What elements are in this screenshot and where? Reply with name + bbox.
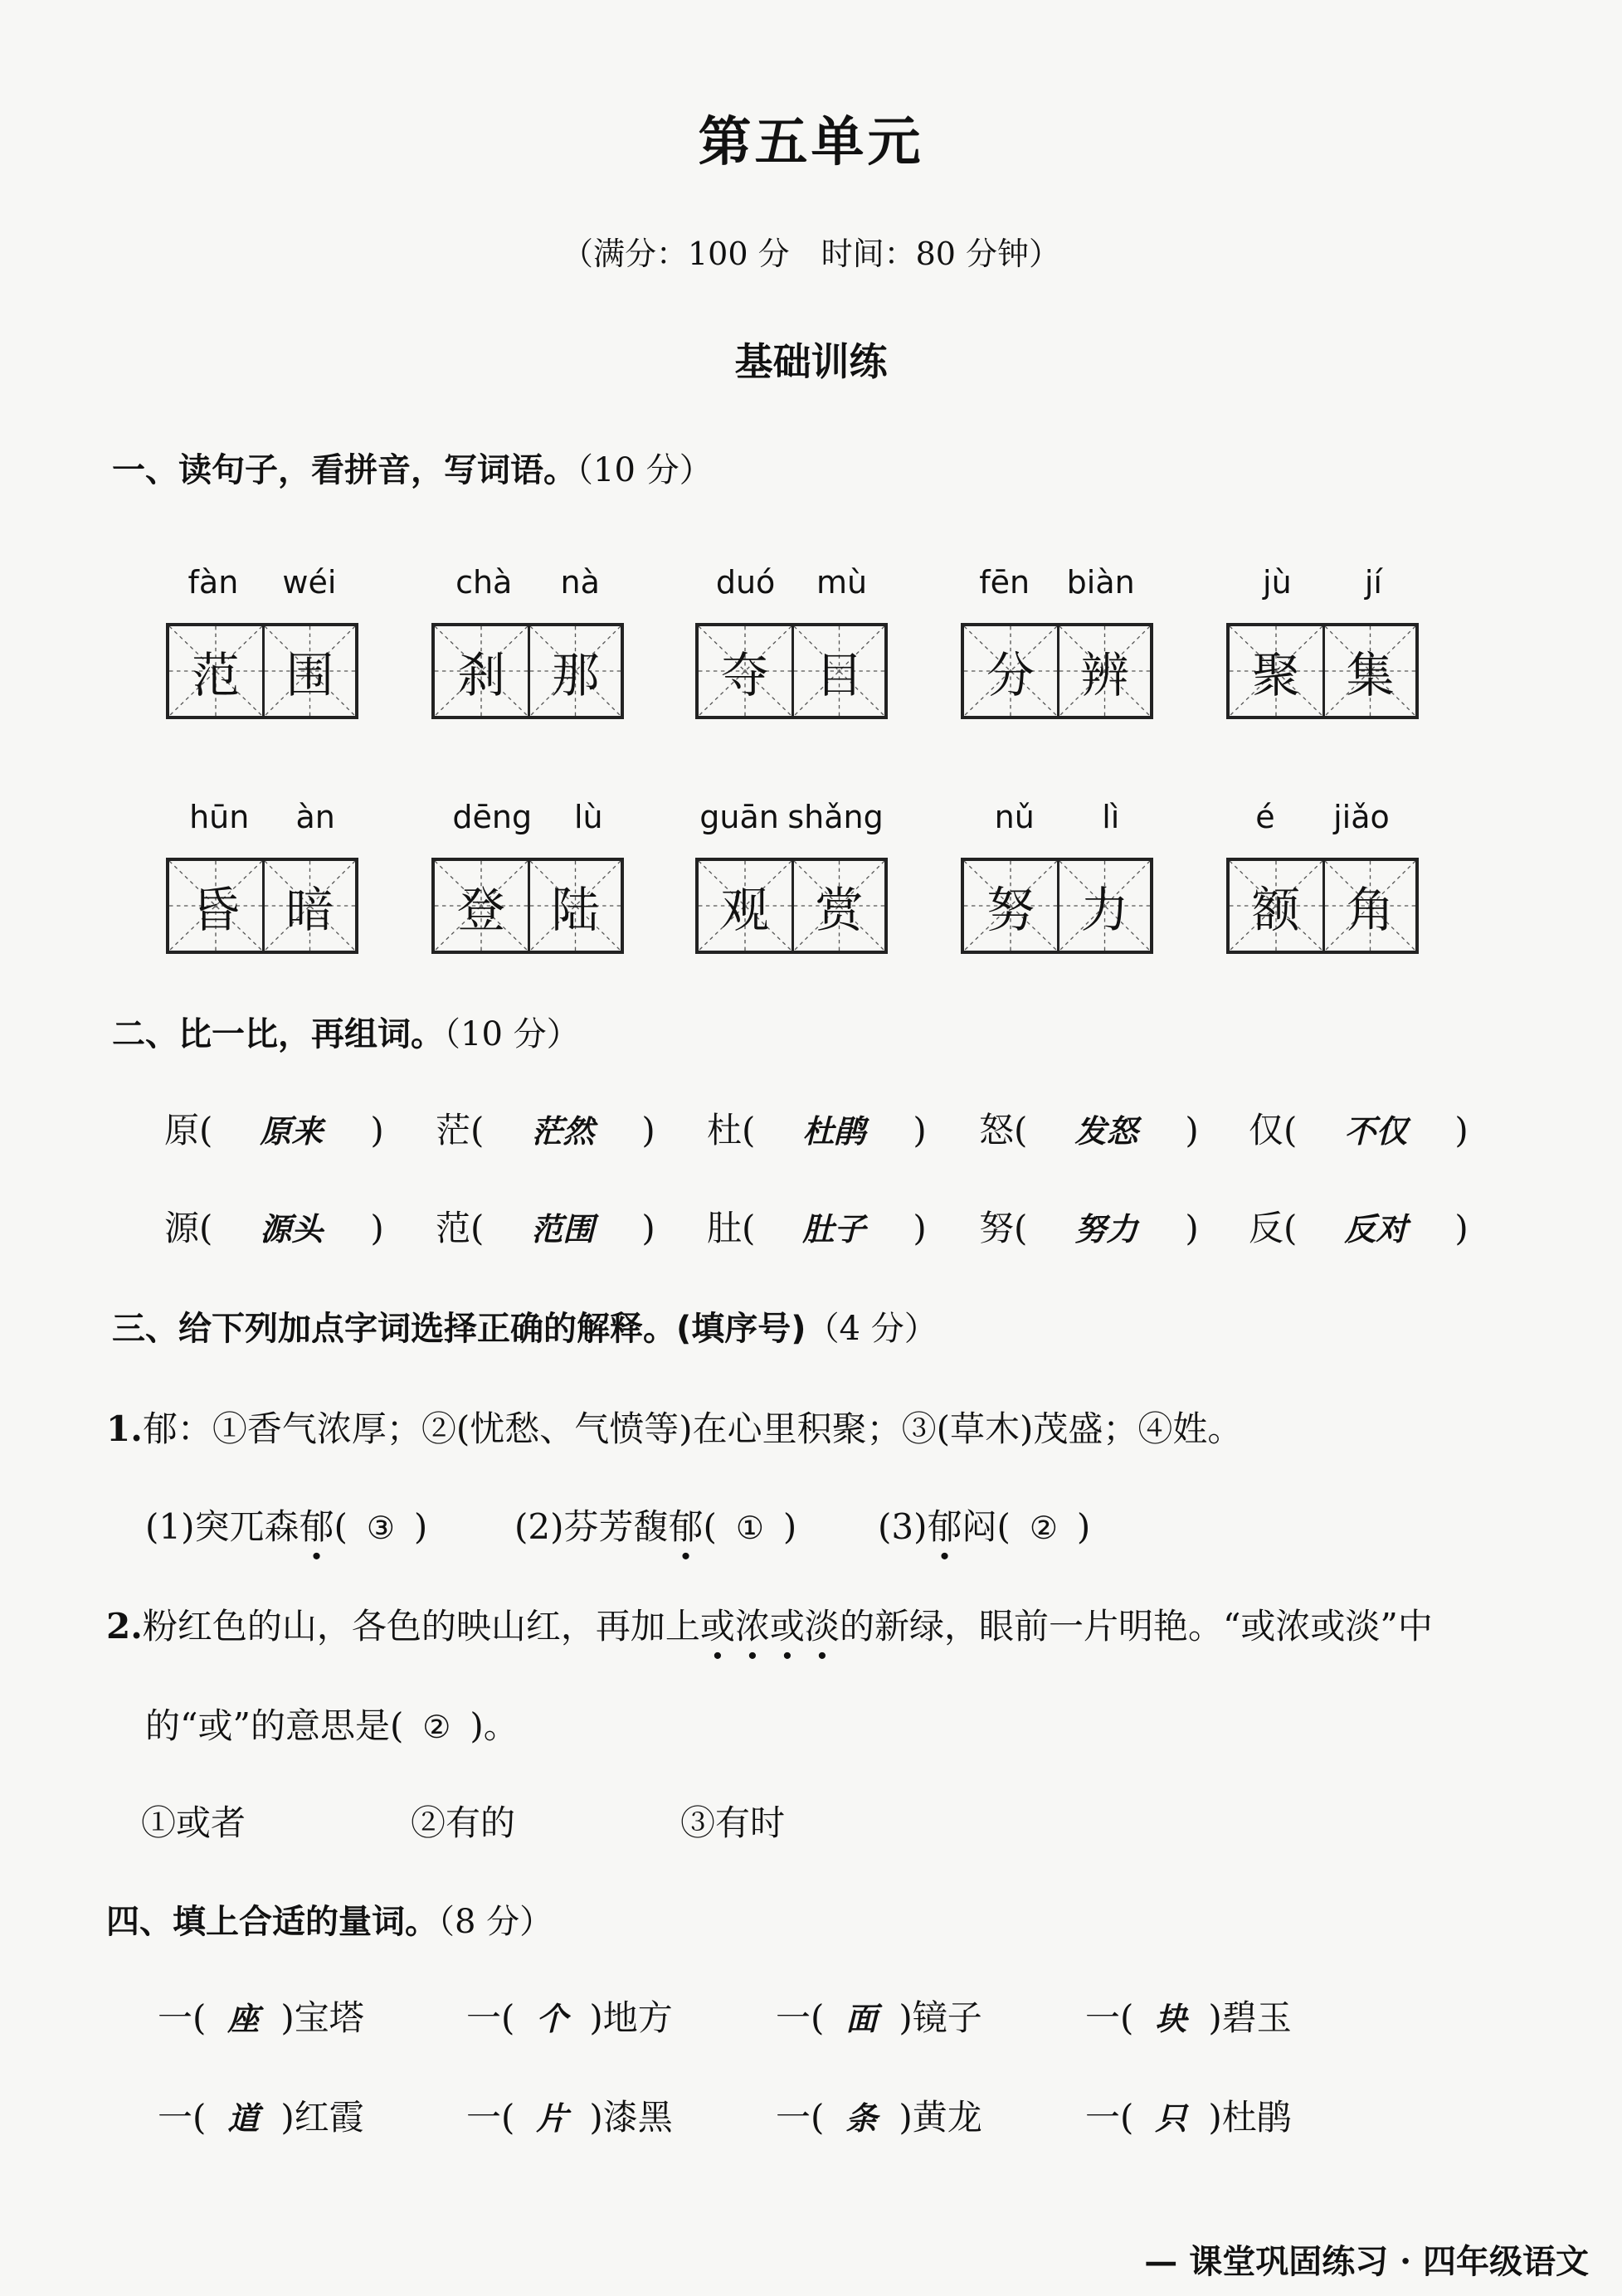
q3-sub3-prefix: (3) [878,1506,928,1547]
pinyin-syllable: mù [816,564,868,601]
pinyin-syllable: nǔ [994,799,1035,835]
compare-char: 杜 [707,1110,743,1150]
answer-char: 暗 [285,882,334,938]
tianzige-pair [1226,623,1419,719]
compare-answer[interactable]: 杜鹃 [802,1112,866,1150]
measure-noun: 漆黑 [602,2097,673,2138]
answer-char: 努 [986,882,1035,938]
compare-item: 杜( 杜鹃 ) [707,1103,927,1153]
pinyin-row [695,795,888,839]
q2-heading-text: 二、比一比，再组词。 [112,1015,444,1053]
pinyin-group [431,560,624,719]
answer-char: 范 [191,647,240,703]
tianzige-cell[interactable] [262,626,355,716]
compare-answer[interactable]: 茫然 [531,1112,595,1150]
pinyin-syllable: àn [295,799,335,835]
measure-prefix: 一( [1085,1997,1134,2038]
compare-char: 反 [1249,1208,1284,1248]
answer-char: 赏 [815,882,864,938]
tianzige-pair [431,623,624,719]
q3-item2-answer[interactable]: ② [422,1709,451,1745]
pinyin-syllable: duó [715,564,776,601]
measure-prefix: 一( [158,1997,207,2038]
measure-noun: 黄龙 [912,2097,982,2138]
pinyin-syllable: shǎng [787,799,884,835]
pinyin-row [1226,560,1419,605]
measure-answer[interactable]: 个 [536,2000,568,2037]
compare-item: 茫( 茫然 ) [436,1103,655,1153]
page-subtitle: （满分：100 分 时间：80 分钟） [561,236,1061,272]
q3-item1-sub3: (3)郁闷( ② ) [878,1500,1090,1549]
compare-char: 范 [436,1208,471,1248]
compare-item: 范( 范围 ) [436,1201,655,1251]
answer-char: 陆 [551,882,600,938]
q3-item1-number: 1. [106,1408,143,1449]
measure-answer[interactable]: 条 [845,2099,878,2137]
compare-answer[interactable]: 肚子 [802,1210,866,1248]
q3-item2-text-d: )。 [470,1705,519,1746]
q3-item2-line2 [145,1699,519,1749]
pinyin-syllable: fēn [979,564,1030,601]
measure-noun: 碧玉 [1221,1997,1292,2038]
q3-sub3-suffix: 闷 [962,1506,997,1547]
q3-sub3-answer[interactable]: ② [1029,1510,1058,1546]
compare-answer[interactable]: 发怒 [1074,1112,1138,1150]
q3-item2-text-a: 粉红色的山，各色的映山红，再加上 [142,1606,700,1647]
compare-answer[interactable]: 范围 [531,1210,595,1248]
compare-answer[interactable]: 源头 [260,1210,324,1248]
answer-char: 额 [1251,882,1300,938]
pinyin-syllable: nà [560,564,600,601]
tianzige-pair [695,623,888,719]
q3-item2-dot-2: 浓 [734,1606,770,1647]
measure-item: 一( 座 )宝塔 [158,1991,364,2041]
pinyin-row [1226,795,1419,839]
measure-item: 一( 只 )杜鹃 [1085,2090,1292,2140]
tianzige-cell[interactable] [169,626,262,716]
measure-noun: 宝塔 [294,1997,364,2038]
tianzige-cell[interactable] [1057,861,1150,951]
answer-char: 围 [285,647,334,703]
measure-answer[interactable]: 道 [227,2099,260,2137]
q3-sub2-prefix: (2)芬芳馥 [514,1506,669,1547]
q3-item2-text-b: 的新绿，眼前一片明艳。“或浓或淡”中 [839,1606,1433,1647]
section-title: 基础训练 [734,339,888,384]
measure-item: 一( 块 )碧玉 [1085,1991,1292,2041]
q3-points: （4 分） [806,1310,938,1348]
compare-answer[interactable]: 不仅 [1344,1112,1408,1150]
answer-char: 分 [986,647,1035,703]
pinyin-row [166,795,358,839]
measure-answer[interactable]: 块 [1155,2000,1187,2037]
measure-prefix: 一( [466,1997,515,2038]
answer-char: 角 [1346,882,1395,938]
pinyin-row [695,560,888,605]
pinyin-syllable: jiǎo [1333,799,1390,835]
measure-noun: 镜子 [912,1997,982,2038]
tianzige-cell[interactable] [699,626,792,716]
pinyin-syllable: dēng [452,799,533,835]
q3-heading-text: 三、给下列加点字词选择正确的解释。(填序号) [112,1310,806,1348]
tianzige-cell[interactable] [528,861,621,951]
compare-item: 原( 原来 ) [164,1103,384,1153]
compare-item: 肚( 肚子 ) [707,1201,927,1251]
pinyin-syllable: hūn [189,799,250,835]
q3-item2-dot-3: 或 [769,1606,805,1647]
tianzige-pair [961,858,1153,954]
pinyin-row [961,795,1153,839]
measure-item: 一( 个 )地方 [466,1991,673,2041]
tianzige-cell[interactable] [964,626,1057,716]
pinyin-group [166,795,358,954]
q3-item1-definition [106,1402,1242,1452]
tianzige-pair [695,858,888,954]
q3-item1-text: 郁：①香气浓厚；②(忧愁、气愤等)在心里积聚；③(草木)茂盛；④姓。 [142,1408,1243,1449]
pinyin-syllable: jù [1263,564,1292,601]
page-footer: — 课堂巩固练习 · 四年级语文 [1144,2242,1589,2281]
measure-prefix: 一( [776,2097,825,2138]
answer-char: 昏 [191,882,240,938]
tianzige-cell[interactable] [792,861,884,951]
answer-char: 那 [551,647,600,703]
tianzige-cell[interactable] [435,861,528,951]
q3-item2-option-1: ①或者 [141,1802,246,1843]
pinyin-group [166,560,358,719]
q3-sub1-dotted-char: 郁 [299,1506,334,1547]
compare-item: 努( 努力 ) [979,1201,1199,1251]
q1-points: （10 分） [577,451,713,489]
measure-noun: 红霞 [294,2097,364,2138]
answer-char: 夺 [720,647,769,703]
pinyin-syllable: fàn [188,564,239,601]
compare-item: 怒( 发怒 ) [979,1103,1199,1153]
pinyin-group [1226,560,1419,719]
q3-sub3-dotted-char: 郁 [927,1506,962,1547]
q3-item1-sub1: (1)突兀森郁( ③ ) [145,1500,427,1549]
q4-heading [106,1895,553,1943]
measure-item: 一( 面 )镜子 [776,1991,982,2041]
measure-answer[interactable]: 只 [1155,2099,1187,2137]
tianzige-cell[interactable] [1230,626,1322,716]
tianzige-cell[interactable] [699,861,792,951]
compare-char: 原 [164,1110,200,1150]
compare-answer[interactable]: 反对 [1344,1210,1408,1248]
q3-item2-dot-4: 淡 [804,1606,840,1647]
q4-points: （8 分） [438,1903,553,1941]
answer-char: 辨 [1080,647,1129,703]
page-title: 第五单元 [698,111,924,173]
q3-item2-dot-1: 或 [699,1606,735,1647]
measure-prefix: 一( [1085,2097,1134,2138]
pinyin-group [695,795,888,954]
measure-answer[interactable]: 片 [536,2099,568,2137]
q2-heading [112,1008,580,1055]
tianzige-cell[interactable] [435,626,528,716]
tianzige-cell[interactable] [528,626,621,716]
compare-char: 肚 [707,1208,743,1248]
q2-points: （10 分） [444,1015,580,1053]
measure-prefix: 一( [158,2097,207,2138]
measure-noun: 杜鹃 [1221,2097,1292,2138]
pinyin-syllable: jí [1364,564,1382,601]
tianzige-pair [166,858,358,954]
compare-char: 怒 [979,1110,1015,1150]
q1-heading-text: 一、读句子，看拼音，写词语。 [112,451,577,489]
answer-char: 目 [815,647,864,703]
answer-char: 观 [720,882,769,938]
q3-sub1-prefix: (1)突兀森 [145,1506,300,1547]
q3-item1-sub2: (2)芬芳馥郁( ① ) [514,1500,796,1549]
q3-item2-option-2: ②有的 [411,1802,516,1843]
measure-prefix: 一( [466,2097,515,2138]
tianzige-cell[interactable] [262,861,355,951]
compare-item: 反( 反对 ) [1249,1201,1469,1251]
compare-char: 努 [979,1208,1015,1248]
compare-char: 茫 [436,1110,471,1150]
tianzige-cell[interactable] [1057,626,1150,716]
pinyin-group [431,795,624,954]
tianzige-cell[interactable] [1322,626,1415,716]
q1-heading [112,444,713,491]
answer-char: 集 [1346,647,1395,703]
answer-char: 刹 [456,647,505,703]
measure-prefix: 一( [776,1997,825,2038]
measure-answer[interactable]: 座 [227,2000,260,2037]
pinyin-syllable: é [1255,799,1275,835]
answer-char: 登 [456,882,505,938]
pinyin-group [695,560,888,719]
tianzige-cell[interactable] [792,626,884,716]
q4-heading-text: 四、填上合适的量词。 [106,1903,438,1941]
tianzige-cell[interactable] [1230,861,1322,951]
tianzige-cell[interactable] [964,861,1057,951]
pinyin-group [961,560,1153,719]
measure-item: 一( 道 )红霞 [158,2090,364,2140]
q3-item2-text-c: 的“或”的意思是( [145,1705,404,1746]
pinyin-row [431,795,624,839]
compare-answer[interactable]: 原来 [260,1112,324,1150]
answer-char: 力 [1080,882,1129,938]
q3-item2-line1 [106,1599,1433,1649]
tianzige-cell[interactable] [169,861,262,951]
pinyin-row [166,560,358,605]
compare-item: 源( 源头 ) [164,1201,384,1251]
measure-noun: 地方 [602,1997,673,2038]
q3-item2-number: 2. [106,1606,143,1647]
answer-char: 聚 [1251,647,1300,703]
tianzige-pair [166,623,358,719]
compare-char: 仅 [1249,1110,1284,1150]
q3-item2-option-3: ③有时 [680,1802,786,1843]
pinyin-syllable: guān [699,799,779,835]
compare-item: 仅( 不仅 ) [1249,1103,1469,1153]
measure-item: 一( 片 )漆黑 [466,2090,673,2140]
pinyin-row [431,560,624,605]
pinyin-syllable: lì [1102,799,1120,835]
q3-sub2-dotted-char: 郁 [668,1506,704,1547]
pinyin-row [961,560,1153,605]
tianzige-cell[interactable] [1322,861,1415,951]
tianzige-pair [431,858,624,954]
tianzige-pair [1226,858,1419,954]
q3-sub2-answer[interactable]: ① [735,1510,764,1546]
compare-answer[interactable]: 努力 [1074,1210,1138,1248]
measure-item: 一( 条 )黄龙 [776,2090,982,2140]
pinyin-group [1226,795,1419,954]
compare-char: 源 [164,1208,200,1248]
tianzige-pair [961,623,1153,719]
q3-sub1-answer[interactable]: ③ [366,1510,395,1546]
measure-answer[interactable]: 面 [845,2000,878,2037]
pinyin-group [961,795,1153,954]
pinyin-syllable: lù [573,799,603,835]
pinyin-syllable: chà [455,564,513,601]
pinyin-syllable: wéi [282,564,337,601]
pinyin-syllable: biàn [1066,564,1135,601]
q3-heading [112,1302,938,1350]
